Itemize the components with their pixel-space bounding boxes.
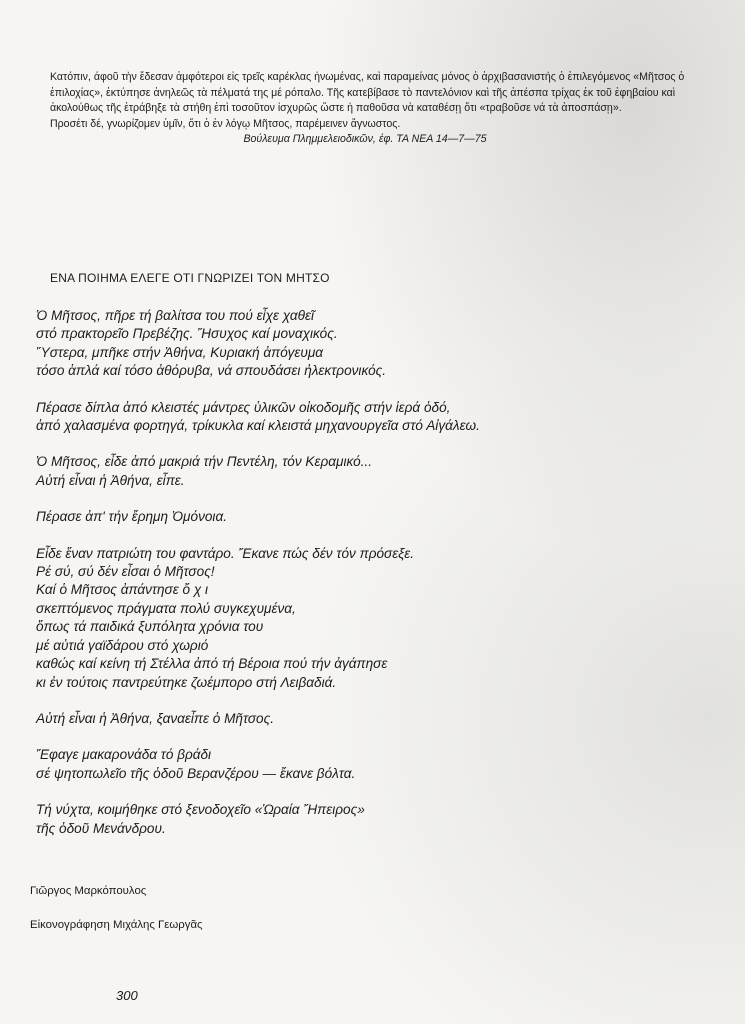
poem-line: Αὐτή εἶναι ἡ Ἀθήνα, εἶπε. (36, 472, 185, 488)
poem-line: Εἶδε ἕναν πατριώτη του φαντάρο. Ἔκανε πώς δέν τόν πρόσεξε. (36, 545, 415, 561)
poem-stanza (36, 801, 716, 838)
poem-title: ΕΝΑ ΠΟΙΗΜΑ ΕΛΕΓΕ ΟΤΙ ΓΝΩΡΙΖΕΙ ΤΟΝ ΜΗΤΣΟ (50, 271, 330, 285)
poem-line: τόσο ἁπλά καί τόσο ἀθόρυβα, νά σπουδάσει ἠλεκτρονικός. (36, 363, 387, 379)
poem-line: ὅπως τά παιδικά ξυπόλητα χρόνια του (36, 619, 264, 635)
poem-line: Πέρασε ἀπ' τήν ἔρημη Ὀμόνοια. (36, 509, 227, 525)
illustration-credit: Εἰκονογράφηση Μιχάλης Γεωργᾶς (30, 919, 203, 931)
poem-line: Καί ὁ Μῆτσος ἀπάντησε ὄ χ ι (36, 582, 209, 598)
poem-line: σκεπτόμενος πράγματα πολύ συγκεχυμένα, (36, 600, 296, 616)
intro-quote (50, 70, 700, 148)
page-number: 300 (116, 988, 138, 1003)
poem-line: Αὐτή εἶναι ἡ Ἀθήνα, ξαναεἶπε ὁ Μῆτσος. (36, 710, 274, 726)
poem-line: στό πρακτορεῖο Πρεβέζης. Ἥσυχος καί μοναχικός. (36, 326, 338, 342)
author-credit: Γιῶργος Μαρκόπουλος (30, 885, 147, 897)
poem-line: Ρέ σύ, σύ δέν εἶσαι ὁ Μῆτσος! (36, 564, 215, 580)
poem-stanza (36, 453, 716, 490)
poem-line: καθώς καί κείνη τή Στέλλα ἀπό τή Βέροια πού τήν ἀγάπησε (36, 656, 388, 672)
poem-line: Ὁ Μῆτσος, πῆρε τή βαλίτσα του πού εἶχε χαθεῖ (36, 308, 315, 323)
poem-stanza (36, 710, 716, 728)
poem-line: Ὕστερα, μπῆκε στήν Ἀθήνα, Κυριακή ἀπόγευμα (36, 344, 324, 360)
poem-line: Ὁ Μῆτσος, εἶδε ἀπό μακριά τήν Πεντέλη, τόν Κεραμικό... (36, 454, 372, 470)
poem-line: κι ἐν τούτοις παντρεύτηκε ζωέμπορο στή Λειβαδιά. (36, 674, 337, 690)
poem-stanza (36, 545, 716, 692)
poem-line: Ἔφαγε μακαρονάδα τό βράδι (36, 747, 212, 763)
poem-line: τῆς ὁδοῦ Μενάνδρου. (36, 820, 166, 836)
poem-line: σέ ψητοπωλεῖο τῆς ὁδοῦ Βερανζέρου — ἔκανε βόλτα. (36, 765, 356, 781)
poem-stanza (36, 508, 716, 526)
poem-line: ἀπό χαλασμένα φορτηγά, τρίκυκλα καί κλειστά μηχανουργεῖα στό Αἰγάλεω. (36, 418, 480, 434)
poem-stanza (36, 746, 716, 783)
intro-source: Βούλευμα Πλημμελειοδικῶν, ἐφ. ΤΑ ΝΕΑ 14—7—75 (243, 133, 487, 146)
poem-body (36, 307, 716, 856)
poem-line: μέ αὐτιά γαϊδάρου στό χωριό (36, 637, 209, 653)
intro-paragraph: Προσέτι δέ, γνωρίζομεν ὑμῖν, ὅτι ὁ ἐν λόγῳ Μῆτσος, παρέμεινεν ἄγνωστος. (50, 117, 401, 130)
poem-stanza (36, 399, 716, 436)
poem-line: Τή νύχτα, κοιμήθηκε στό ξενοδοχεῖο «Ὡραία Ἤπειρος» (36, 802, 365, 818)
intro-paragraph: Κατόπιν, άφοῦ τὴν ἔδεσαν ἀμφότεροι εἰς τρεῖς καρέκλας ἡνωμένας, καὶ παραμείνας μόνος ὁ ἀρχιβασανιστής ὁ ἐπιλεγόμενος «Μῆτσος ὁ ἐπιλοχίας», ἐκτύπησε ἀνηλεῶς τὰ πέλματά της μέ ρόπαλο. Τῆς κατεβίβασε τὸ παντελόνιον καὶ τῆς ἀπέσπα τρίχας ἐκ τοῦ ἐφηβαίου καὶ ἀκολούθως τῆς ἐτράβηξε τὰ στήθη ἐπὶ τοσοῦτον ἰσχυρῶς ὥστε ἡ παθοῦσα νὰ καταθέσῃ ὅτι «τραβοῦσε νά τὰ ἀποσπάσῃ». (50, 71, 685, 115)
poem-stanza (36, 307, 716, 381)
poem-line: Πέρασε δίπλα ἀπό κλειστές μάντρες ὑλικῶν οἰκοδομῆς στήν ἱερά ὁδό, (36, 399, 451, 415)
